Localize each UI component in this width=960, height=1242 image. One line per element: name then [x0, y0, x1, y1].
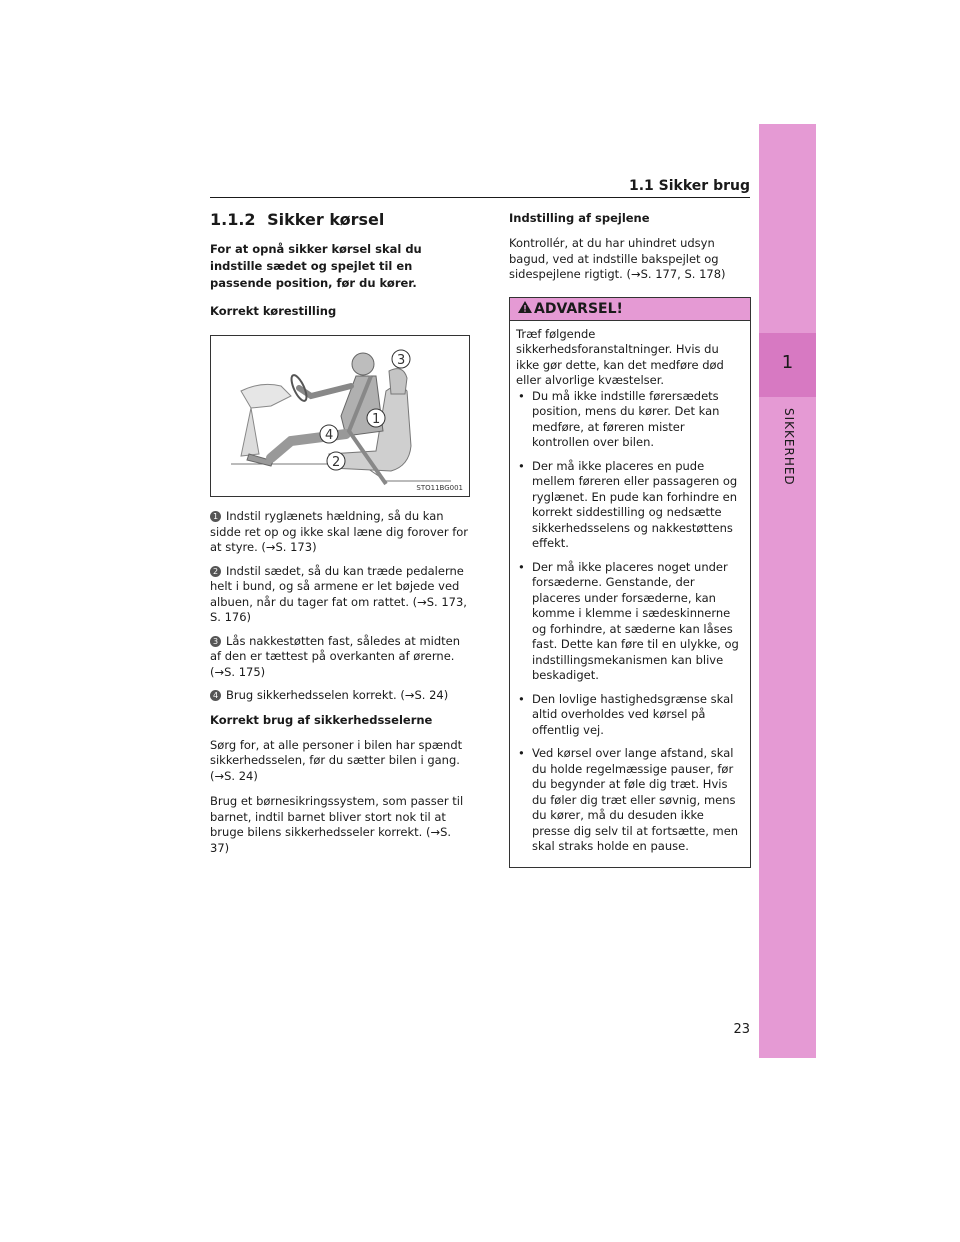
bullet: •	[518, 388, 525, 403]
warning-item-text: Den lovlige hastighedsgrænse skal altid overholdes ved kørsel på offentlig vej.	[532, 691, 734, 737]
step-1	[210, 509, 472, 556]
section-number: 1.1.2	[210, 210, 256, 229]
warning-lead: Træf følgende sikkerhedsforanstaltninger. Hvis du ikke gør dette, kan det medføre død eller alvorlige kvæstelser.	[516, 326, 724, 387]
bullet: •	[518, 559, 525, 574]
warning-title: ADVARSEL!	[534, 300, 623, 317]
belts-paragraph-1: Sørg for, at alle personer i bilen har spændt sikkerhedsselen, før du sætter bilen i gang. (→S. 24)	[210, 737, 463, 783]
warning-box	[509, 297, 751, 868]
driver-seat-illustration	[211, 336, 469, 496]
section-heading	[210, 210, 472, 229]
step-number: 4	[210, 690, 221, 701]
warning-item-text: Du må ikke indstille førersædets position, mens du kører. Det kan medføre, at føreren mister kontrollen over bilen.	[532, 388, 720, 449]
chapter-number: 1	[781, 352, 794, 373]
figure-code: STO11BG001	[416, 484, 463, 492]
warning-body	[510, 321, 750, 867]
warning-list	[516, 389, 744, 855]
page-number: 23	[733, 1022, 750, 1037]
step-text: Lås nakkestøtten fast, således at midten af den er tættest på overkanten af ørerne. (→S. 175)	[210, 633, 461, 679]
callout-2: 2	[332, 455, 341, 470]
callout-3: 3	[397, 353, 406, 368]
chapter-side-tab	[759, 124, 816, 1058]
step-text: Brug sikkerhedsselen korrekt. (→S. 24)	[226, 688, 449, 702]
subheading-posture: Korrekt kørestilling	[210, 304, 337, 318]
step-number: 3	[210, 636, 221, 647]
step-3	[210, 634, 472, 681]
step-text: Indstil ryglænets hældning, så du kan sidde ret op og ikke skal læne dig forover for at styre. (→S. 173)	[210, 509, 469, 554]
section-title: Sikker kørsel	[267, 210, 385, 229]
mirrors-paragraph: Kontrollér, at du har uhindret udsyn bagud, ved at indstille bakspejlet og sidespejlene rigtigt. (→S. 177, S. 178)	[509, 236, 726, 281]
step-text: Indstil sædet, så du kan træde pedalerne helt i bund, og så armene er let bøjede ved albuen, når du tager fat om rattet. (→S. 173, S. 176)	[210, 563, 467, 624]
right-column	[509, 210, 751, 868]
callout-4: 4	[325, 428, 334, 443]
chapter-label: SIKKERHED	[782, 408, 796, 486]
bullet: •	[518, 458, 525, 473]
warning-item	[516, 692, 744, 739]
warning-item	[516, 459, 744, 552]
warning-item-text: Ved kørsel over lange afstand, skal du holde regelmæssige pauser, før du begynder at føle dig træt. Hvis du føler dig træt eller søvnig, mens du kører, må du desuden ikke presse dig selv til at fortsætte, men skal straks holde en pause.	[532, 746, 739, 853]
step-4	[210, 688, 472, 704]
subheading-mirrors: Indstilling af spejlene	[509, 211, 650, 225]
intro-text: For at opnå sikker kørsel skal du indstille sædet og spejlet til en passende position, før du kører.	[210, 242, 422, 290]
warning-item	[516, 746, 744, 855]
belts-paragraph-2: Brug et børnesikringssystem, som passer til barnet, indtil barnet bliver stort nok til at bruge bilens sikkerhedsseler korrekt. (→S. 37)	[210, 794, 464, 855]
header-rule	[210, 197, 750, 198]
step-number: 2	[210, 566, 221, 577]
step-2	[210, 564, 472, 626]
subheading-belts: Korrekt brug af sikkerhedsselerne	[210, 712, 433, 727]
callout-1: 1	[372, 412, 381, 427]
warning-item-text: Der må ikke placeres en pude mellem føreren eller passageren og ryglænet. En pude kan forhindre en korrekt siddestilling og nedsætte sikkerhedsselens og nakkestøttens effekt.	[532, 458, 738, 550]
warning-item	[516, 389, 744, 451]
driving-posture-figure	[210, 335, 470, 497]
warning-triangle-icon	[518, 298, 532, 320]
step-number: 1	[210, 511, 221, 522]
bullet: •	[518, 691, 525, 706]
warning-item	[516, 560, 744, 684]
left-column	[210, 210, 472, 866]
bullet: •	[518, 746, 525, 760]
warning-header	[510, 298, 750, 321]
running-header: 1.1 Sikker brug	[629, 178, 750, 194]
warning-item-text: Der må ikke placeres noget under forsæderne. Genstande, der placeres under forsæderne, kan komme i klemme i sædeskinnerne og forhindre, at sæderne kan låses fast. Dette kan føre til en ulykke, og indstillingsmekanismen kan blive beskadiget.	[532, 559, 739, 682]
